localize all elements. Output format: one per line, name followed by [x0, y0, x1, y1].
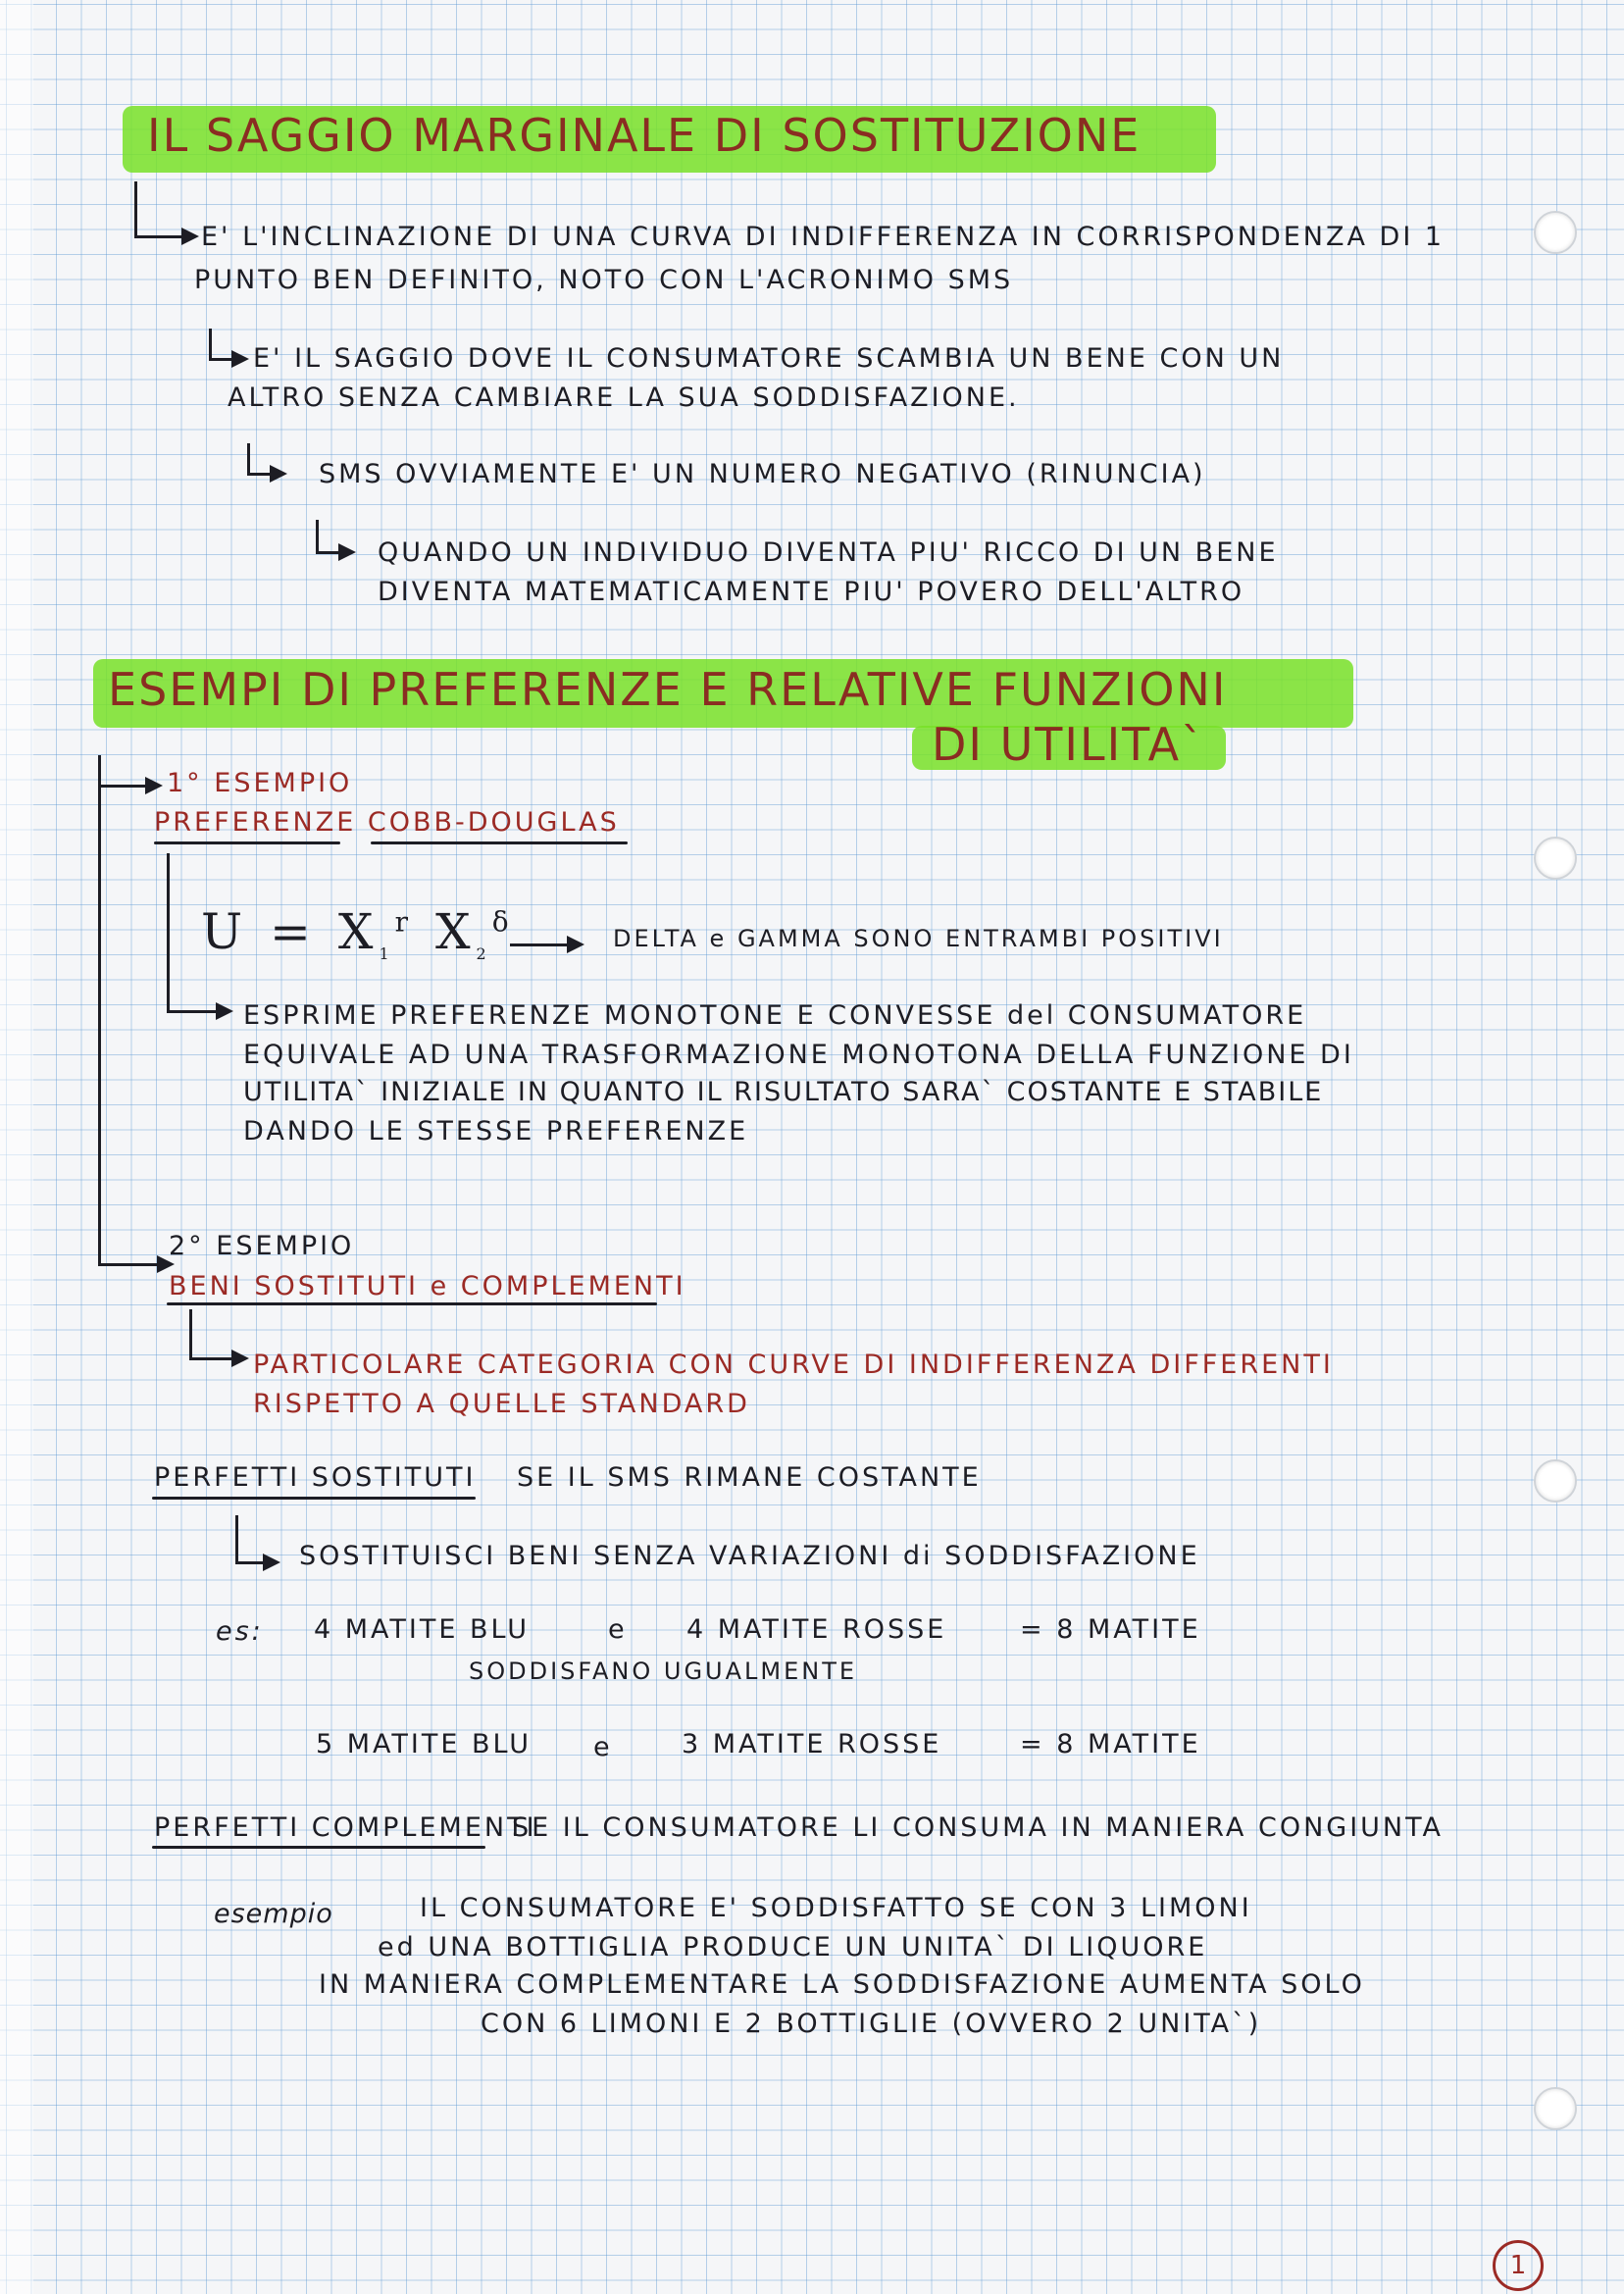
formula-x2-exp: δ	[491, 905, 515, 939]
underline	[154, 841, 340, 844]
arrow-shaft	[510, 943, 569, 946]
text-line: ESPRIME PREFERENZE MONOTONE E CONVESSE del CONSUMATORE	[243, 1000, 1307, 1031]
text-line: RISPETTO A QUELLE STANDARD	[253, 1389, 750, 1419]
arrow-icon	[338, 543, 356, 561]
bracket-line	[98, 1263, 159, 1266]
example-value: 4 MATITE BLU	[314, 1614, 531, 1645]
example-value: = 8 MATITE	[1020, 1729, 1201, 1759]
binder-hole	[1534, 1459, 1577, 1503]
text-line: SOSTITUISCI BENI SENZA VARIAZIONI di SODDISFAZIONE	[299, 1541, 1200, 1571]
binder-hole	[1534, 837, 1577, 880]
section-heading: IL SAGGIO MARGINALE DI SOSTITUZIONE	[147, 109, 1142, 162]
text-line: DIVENTA MATEMATICAMENTE PIU' POVERO DELL'ALTRO	[378, 577, 1245, 607]
formula-x1-exp: r	[394, 905, 415, 939]
example-value: 4 MATITE ROSSE	[686, 1614, 947, 1645]
bracket-line	[316, 520, 319, 554]
section-heading: ESEMPI DI PREFERENZE E RELATIVE FUNZIONI	[108, 663, 1228, 716]
example-title: PREFERENZE COBB-DOUGLAS	[154, 807, 620, 838]
bracket-line	[98, 755, 101, 1265]
text-line: IN MANIERA COMPLEMENTARE LA SODDISFAZIONE AUMENTA SOLO	[319, 1969, 1365, 2000]
underline	[152, 1846, 485, 1849]
formula-x2: X	[434, 903, 477, 960]
text-line: E' IL SAGGIO DOVE IL CONSUMATORE SCAMBIA UN BENE CON UN	[253, 343, 1285, 374]
formula-x1-sub: 1	[379, 944, 395, 963]
arrow-icon	[231, 350, 249, 368]
text-line: EQUIVALE AD UNA TRASFORMAZIONE MONOTONA DELLA FUNZIONE DI	[243, 1040, 1354, 1070]
text-line: SODDISFANO UGUALMENTE	[469, 1657, 858, 1685]
text-line: ALTRO SENZA CAMBIARE LA SUA SODDISFAZIONE.	[228, 382, 1020, 413]
underline	[152, 1497, 476, 1500]
example-marker: es:	[216, 1616, 264, 1647]
bracket-line	[316, 551, 340, 554]
arrow-icon	[145, 777, 163, 794]
bracket-line	[209, 358, 233, 361]
bracket-line	[235, 1561, 265, 1564]
formula-lhs: U =	[201, 903, 317, 960]
example-label: 2° ESEMPIO	[169, 1231, 355, 1261]
bracket-line	[98, 785, 147, 788]
cobb-douglas-formula	[201, 903, 515, 963]
bracket-line	[209, 329, 212, 361]
text-line: SE IL CONSUMATORE LI CONSUMA IN MANIERA CONGIUNTA	[512, 1812, 1444, 1843]
text-line: E' L'INCLINAZIONE DI UNA CURVA DI INDIFFERENZA IN CORRISPONDENZA DI 1	[201, 222, 1446, 252]
text-line: UTILITA` INIZIALE IN QUANTO IL RISULTATO SARA` COSTANTE E STABILE	[243, 1077, 1324, 1107]
page-number: 1	[1493, 2240, 1544, 2291]
text-line: PUNTO BEN DEFINITO, NOTO CON L'ACRONIMO SMS	[194, 265, 1014, 295]
text-line: SE IL SMS RIMANE COSTANTE	[517, 1462, 982, 1493]
example-value: 3 MATITE ROSSE	[682, 1729, 942, 1759]
text-line: QUANDO UN INDIVIDUO DIVENTA PIU' RICCO DI UN BENE	[378, 537, 1279, 568]
underline	[371, 841, 628, 844]
example-label: 1° ESEMPIO	[167, 768, 353, 798]
arrow-icon	[263, 1554, 280, 1571]
text-line: IL CONSUMATORE E' SODDISFATTO SE CON 3 LIMONI	[420, 1893, 1252, 1923]
text-line: ed UNA BOTTIGLIA PRODUCE UN UNITA` DI LIQUORE	[378, 1932, 1208, 1963]
section-heading: DI UTILITA`	[932, 718, 1206, 771]
text-line: CON 6 LIMONI E 2 BOTTIGLIE (OVVERO 2 UNITA`)	[481, 2009, 1262, 2039]
text-line: SMS OVVIAMENTE E' UN NUMERO NEGATIVO (RINUNCIA)	[319, 459, 1206, 489]
subheading: PERFETTI SOSTITUTI	[154, 1462, 477, 1493]
arrow-icon	[567, 936, 584, 953]
arrow-icon	[270, 465, 287, 483]
example-marker: esempio	[214, 1899, 333, 1929]
arrow-icon	[181, 228, 199, 245]
arrow-icon	[231, 1350, 249, 1367]
example-value: 5 MATITE BLU	[316, 1729, 533, 1759]
bracket-line	[189, 1357, 233, 1360]
formula-x2-sub: 2	[476, 944, 492, 963]
torn-margin	[0, 0, 33, 2294]
text-line: DANDO LE STESSE PREFERENZE	[243, 1116, 749, 1147]
bracket-line	[134, 235, 183, 238]
bracket-line	[235, 1515, 238, 1564]
bracket-line	[247, 473, 272, 476]
bracket-line	[134, 181, 137, 238]
bracket-line	[247, 443, 250, 476]
binder-hole	[1534, 2087, 1577, 2130]
example-title: BENI SOSTITUTI e COMPLEMENTI	[169, 1271, 686, 1301]
arrow-icon	[216, 1002, 233, 1020]
subheading: PERFETTI COMPLEMENTI	[154, 1812, 537, 1843]
bracket-line	[167, 1010, 218, 1013]
underline	[167, 1302, 657, 1305]
binder-hole	[1534, 211, 1577, 254]
bracket-line	[189, 1309, 192, 1360]
formula-x1: X	[337, 903, 380, 960]
example-value: = 8 MATITE	[1020, 1614, 1201, 1645]
formula-note: DELTA e GAMMA SONO ENTRAMBI POSITIVI	[613, 925, 1224, 952]
bracket-line	[167, 853, 170, 1010]
example-value: e	[593, 1732, 613, 1762]
example-value: e	[608, 1614, 628, 1645]
text-line: PARTICOLARE CATEGORIA CON CURVE DI INDIFFERENZA DIFFERENTI	[253, 1350, 1334, 1380]
